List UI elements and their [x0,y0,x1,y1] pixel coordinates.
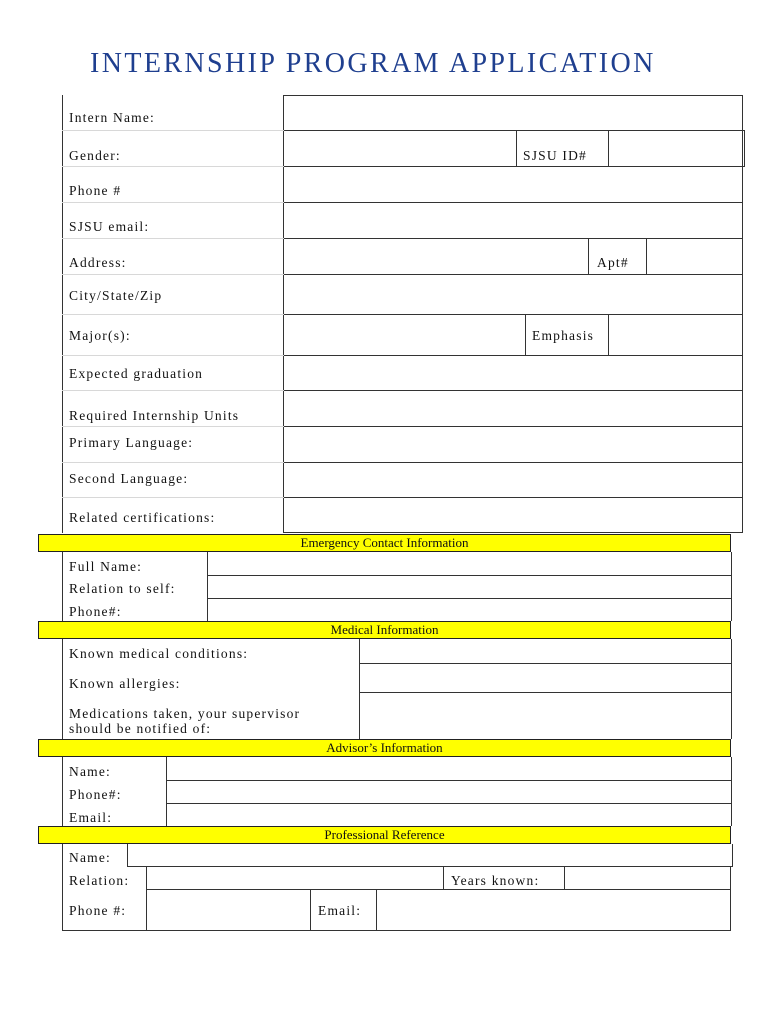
advisor-header: Advisor’s Information [38,739,731,757]
label-separator [62,390,284,391]
label-separator [62,166,284,167]
reference-header: Professional Reference [38,826,731,844]
advisor-email-label: Email: [69,810,113,825]
emergency-relation-input[interactable] [208,576,731,598]
sjsu-email-label: SJSU email: [69,219,150,234]
reference-relation-label: Relation: [69,873,130,888]
gender-label: Gender: [69,148,121,163]
intern-name-label: Intern Name: [69,110,155,125]
reference-name-input[interactable] [128,845,732,866]
majors-input[interactable] [284,315,525,355]
reference-name-label: Name: [69,850,111,865]
second-language-input[interactable] [284,463,742,497]
second-language-label: Second Language: [69,471,189,486]
primary-language-label: Primary Language: [69,435,194,450]
expected-graduation-input[interactable] [284,356,742,390]
medical-conditions-input[interactable] [360,640,731,663]
emphasis-label: Emphasis [532,328,595,343]
medications-label: Medications taken, your supervisor [69,706,301,721]
advisor-phone-input[interactable] [167,781,731,803]
page-title: INTERNSHIP PROGRAM APPLICATION [90,48,656,79]
apt-label: Apt# [597,255,629,270]
id-box-right-border [744,130,745,167]
advisor-name-label: Name: [69,764,111,779]
required-units-input[interactable] [284,391,742,426]
emphasis-input[interactable] [609,315,742,355]
emergency-full-name-label: Full Name: [69,559,143,574]
advisor-right-border [731,757,732,826]
emergency-phone-label: Phone#: [69,604,122,619]
emergency-header: Emergency Contact Information [38,534,731,552]
reference-email-input[interactable] [377,890,730,930]
advisor-name-input[interactable] [167,758,731,780]
label-separator [62,355,284,356]
intern-name-input[interactable] [284,96,742,130]
sjsu-id-divider [516,130,517,167]
reference-phone-input[interactable] [147,890,310,930]
emergency-phone-input[interactable] [208,599,731,621]
city-state-zip-input[interactable] [284,275,742,314]
advisor-left-border [62,757,63,826]
emergency-relation-label: Relation to self: [69,581,176,596]
apt-divider [588,238,589,274]
medical-right-border [731,639,732,739]
reference-left-border [62,844,63,931]
sjsu-id-input[interactable] [609,131,744,166]
reference-email-label-divider [310,889,311,931]
medical-conditions-label: Known medical conditions: [69,646,249,661]
phone-label: Phone # [69,183,122,198]
sjsu-email-input[interactable] [284,203,742,238]
emergency-right-border [731,552,732,621]
majors-label: Major(s): [69,328,131,343]
medications-label-line2: should be notified of: [69,721,212,736]
label-separator [62,130,284,131]
medications-input[interactable] [360,693,731,739]
related-certifications-input[interactable] [284,498,742,532]
emphasis-divider [525,314,526,355]
advisor-email-input[interactable] [167,804,731,826]
sjsu-id-label: SJSU ID# [523,148,587,163]
reference-phone-label: Phone #: [69,903,127,918]
label-separator [62,202,284,203]
label-separator [62,314,284,315]
years-known-divider [443,866,444,889]
reference-right-border [730,866,731,931]
address-input[interactable] [284,239,588,274]
label-separator [62,274,284,275]
emergency-left-border [62,552,63,621]
reference-relation-input[interactable] [147,867,443,889]
label-separator [62,462,284,463]
expected-graduation-label: Expected graduation [69,366,204,381]
required-units-label: Required Internship Units [69,408,240,423]
allergies-input[interactable] [360,664,731,692]
label-separator [62,238,284,239]
label-separator [62,497,284,498]
reference-bottom-border [62,930,731,931]
address-label: Address: [69,255,127,270]
years-known-label: Years known: [451,873,540,888]
advisor-phone-label: Phone#: [69,787,122,802]
label-separator [62,426,284,427]
primary-language-input[interactable] [284,427,742,462]
years-known-input[interactable] [565,867,730,889]
phone-input[interactable] [284,167,742,202]
related-certifications-label: Related certifications: [69,510,216,525]
row-line [283,532,743,533]
reference-email-label: Email: [318,903,362,918]
emergency-full-name-input[interactable] [208,553,731,575]
medical-header: Medical Information [38,621,731,639]
medical-left-border [62,639,63,739]
apt-input[interactable] [647,239,742,274]
city-state-zip-label: City/State/Zip [69,288,163,303]
allergies-label: Known allergies: [69,676,181,691]
gender-input[interactable] [284,131,516,166]
reference-name-right-border [732,844,733,866]
